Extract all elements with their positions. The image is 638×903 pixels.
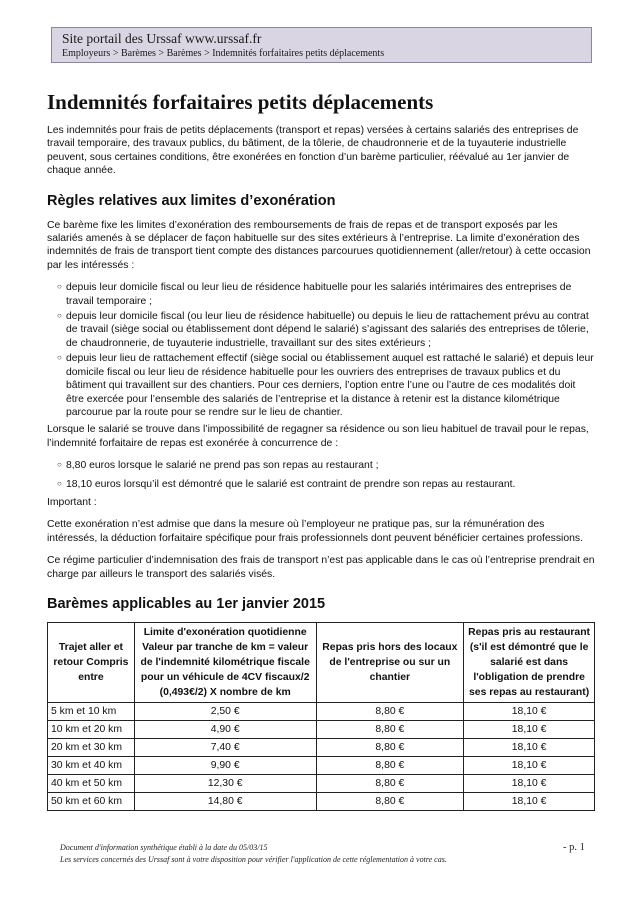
intro-paragraph: Les indemnités pour frais de petits déplacements (transport et repas) versées à certains salariés des entreprises de travail temporaire, des travaux publics, du bâtiment, de la tôlerie, de chaudronnerie et de la tuyauterie industrielle peuvent, sous certaines conditions, être exonérées en fonction d’un barème particulier, réévalué au 1er janvier de chaque année. — [47, 125, 579, 177]
rules-paragraph: Ce barème fixe les limites d’exonération des remboursements de frais de repas et de transport exposés par les salariés amenés à se déplacer de façon habituelle sur des sites extérieurs à l’entreprise. La limite d’exonération des indemnités de frais de transport tient compte des distances parcourues quotidiennement (aller/retour) à cette occasion par les intéressés : — [47, 219, 591, 271]
section-heading-rules: Règles relatives aux limites d’exonération — [47, 192, 336, 209]
table-row — [48, 756, 595, 774]
bullet-icon: ○ — [57, 311, 62, 321]
table-row — [48, 702, 595, 720]
table-cell: 4,90 € — [134, 720, 316, 738]
meal-paragraph: Lorsque le salarié se trouve dans l’impossibilité de regagner sa résidence ou son lieu habituel de travail pour le repas, l’indemnité forfaitaire de repas est exonérée à concurrence de : — [47, 424, 589, 449]
table-cell: 8,80 € — [316, 756, 464, 774]
column-header: Repas pris au restaurant (s'il est démontré que le salarié est dans l'obligation de prendre ses repas au restaurant) — [464, 622, 595, 702]
transport-paragraph: Ce régime particulier d’indemnisation des frais de transport n’est pas applicable dans le cas où l’entreprise prendrait en charge par ailleurs le transport des salariés visés. — [47, 555, 595, 580]
table-row — [48, 774, 595, 792]
table-cell: 12,30 € — [134, 774, 316, 792]
table-cell: 5 km et 10 km — [48, 702, 135, 720]
table-cell: 30 km et 40 km — [48, 756, 135, 774]
list-item: ○ depuis leur lieu de rattachement effectif (siège social ou établissement auquel est rattaché le salarié) et depuis leur domicile fiscal ou leur lieu de résidence habituelle pour les ouvriers des entreprises de travaux publics et du bâtiment qui travaillent sur des chantiers. Pour ces derniers, l’option entre l’une ou l’autre de ces modalités doit être exercée pour l’ensemble des salariés de l’entreprise et la distance à retenir est la distance kilométrique parcourue par la route pour se rendre sur le lieu de chantier. — [57, 353, 594, 418]
list-item: ○ 8,80 euros lorsque le salarié ne prend pas son repas au restaurant ; — [57, 460, 379, 472]
list-item: ○ depuis leur domicile fiscal ou leur lieu de résidence habituelle pour les salariés intérimaires des entreprises de travail temporaire ; — [57, 282, 572, 307]
table-row — [48, 738, 595, 756]
table-cell: 2,50 € — [134, 702, 316, 720]
page-number: - p. 1 — [563, 842, 585, 853]
site-header — [51, 27, 592, 63]
bullet-icon: ○ — [57, 353, 62, 363]
table-cell: 8,80 € — [316, 702, 464, 720]
table-cell: 7,40 € — [134, 738, 316, 756]
column-header: Limite d'exonération quotidienne Valeur par tranche de km = valeur de l'indemnité kilométrique fiscale pour un véhicule de 4CV fiscaux/2 (0,493€/2) X nombre de km — [134, 622, 316, 702]
table-cell: 40 km et 50 km — [48, 774, 135, 792]
footer-services-note: Les services concernés des Urssaf sont à votre disposition pour vérifier l'application de cette réglementation à votre cas. — [60, 855, 447, 864]
table-cell: 8,80 € — [316, 720, 464, 738]
column-header: Trajet aller et retour Compris entre — [48, 622, 135, 702]
table-cell: 8,80 € — [316, 774, 464, 792]
table-cell: 18,10 € — [464, 792, 595, 810]
table-cell: 18,10 € — [464, 738, 595, 756]
table-row — [48, 720, 595, 738]
table-cell: 20 km et 30 km — [48, 738, 135, 756]
table-cell: 9,90 € — [134, 756, 316, 774]
table-cell: 18,10 € — [464, 702, 595, 720]
page-footer — [60, 842, 590, 866]
important-label: Important : — [47, 496, 97, 508]
table-cell: 18,10 € — [464, 774, 595, 792]
table-row — [48, 792, 595, 810]
meal-list — [47, 459, 595, 491]
table-cell: 10 km et 20 km — [48, 720, 135, 738]
breadcrumb: Employeurs > Barèmes > Barèmes > Indemnités forfaitaires petits déplacements — [62, 48, 385, 59]
column-header: Repas pris hors des locaux de l'entreprise ou sur un chantier — [316, 622, 464, 702]
table-cell: 50 km et 60 km — [48, 792, 135, 810]
table-cell: 8,80 € — [316, 738, 464, 756]
exoneration-paragraph: Cette exonération n’est admise que dans la mesure où l’employeur ne pratique pas, sur la rémunération des intéressés, la déduction forfaitaire spécifique pour frais professionnels dont peuvent bénéficier certaines professions. — [47, 519, 584, 544]
scale-table — [47, 622, 595, 811]
table-header-row — [48, 622, 595, 702]
table-cell: 18,10 € — [464, 756, 595, 774]
table-cell: 14,80 € — [134, 792, 316, 810]
bullet-icon: ○ — [57, 478, 62, 488]
site-title: Site portail des Urssaf www.urssaf.fr — [62, 31, 262, 46]
distance-list — [47, 281, 595, 419]
bullet-icon: ○ — [57, 282, 62, 292]
page-title: Indemnités forfaitaires petits déplacements — [47, 90, 434, 114]
bullet-icon: ○ — [57, 460, 62, 470]
footer-date-note: Document d'information synthétique établi à la date du 05/03/15 — [60, 843, 268, 852]
section-heading-scales: Barèmes applicables au 1er janvier 2015 — [47, 595, 326, 612]
table-cell: 8,80 € — [316, 792, 464, 810]
table-cell: 18,10 € — [464, 720, 595, 738]
list-item: ○ depuis leur domicile fiscal (ou leur lieu de résidence habituelle) ou depuis le lieu de rattachement prévu au contrat de travail (siège social ou établissement dont dépend le salarié) s’agissant des salariés des entreprises de tôlerie, de chaudronnerie, de tuyauterie industrielle, travaillant sur des sites extérieurs ; — [57, 311, 589, 349]
list-item: ○ 18,10 euros lorsqu’il est démontré que le salarié est contraint de prendre son repas au restaurant. — [57, 478, 516, 490]
main-content — [47, 90, 595, 811]
